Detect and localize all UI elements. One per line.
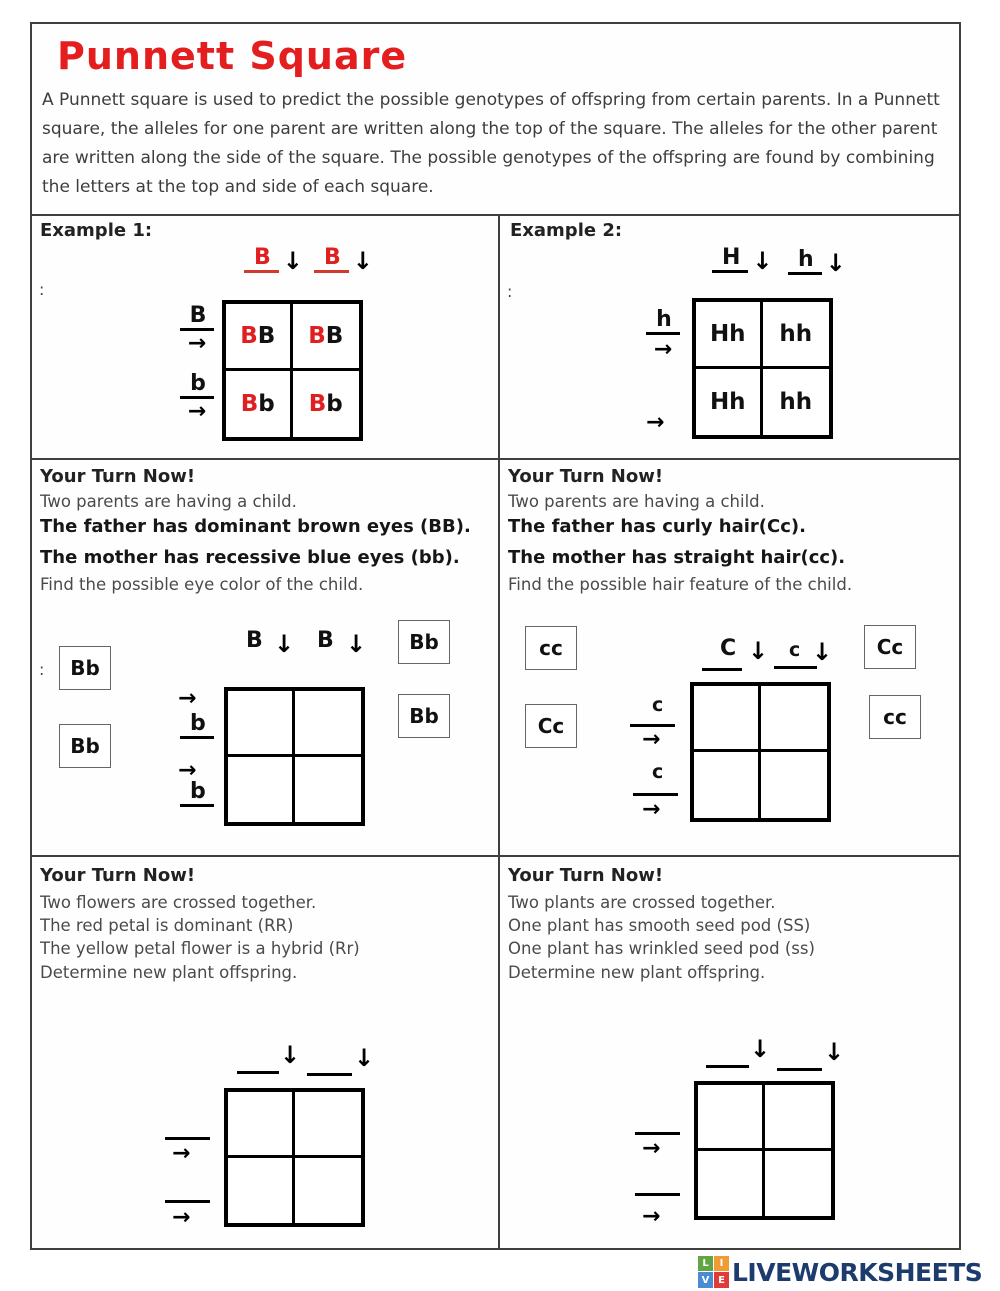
- blank-line[interactable]: [706, 1065, 749, 1068]
- instruction-line: Determine new plant offspring.: [508, 963, 766, 982]
- down-arrow-icon: ↓: [748, 637, 769, 665]
- page-title: Punnett Square: [57, 34, 408, 78]
- drag-answer-box[interactable]: Bb: [59, 724, 111, 768]
- down-arrow-icon: ↓: [824, 1038, 845, 1066]
- down-arrow-icon: ↓: [346, 630, 367, 658]
- punnett-drop-cell[interactable]: [694, 686, 761, 752]
- side-allele-label: c: [652, 694, 664, 716]
- punnett-drop-cell[interactable]: [698, 1151, 765, 1217]
- drag-answer-box[interactable]: Cc: [525, 704, 577, 748]
- liveworksheets-logo[interactable]: [698, 1256, 982, 1288]
- top-allele-group: [314, 245, 373, 276]
- top-allele-label: c: [789, 639, 801, 661]
- punnett-cell: B B: [293, 304, 360, 371]
- instruction-line: The father has curly hair(Cc).: [508, 516, 806, 537]
- drag-answer-box[interactable]: Bb: [398, 620, 450, 664]
- logo-tile: I: [714, 1256, 729, 1271]
- your-turn-hair-cell: [498, 460, 959, 855]
- logo-tile: V: [698, 1272, 713, 1288]
- instruction-line: The mother has straight hair(cc).: [508, 547, 846, 568]
- punnett-drop-cell[interactable]: [228, 757, 295, 823]
- punnett-drop-cell[interactable]: [228, 691, 295, 757]
- instruction-line: Find the possible eye color of the child.: [40, 575, 364, 594]
- your-turn-eyes-cell: [32, 460, 498, 855]
- punnett-drop-cell[interactable]: [228, 1092, 295, 1158]
- instruction-line: One plant has smooth seed pod (SS): [508, 916, 811, 935]
- blank-line[interactable]: [702, 668, 742, 671]
- down-arrow-icon: ↓: [812, 638, 833, 666]
- answer-colon: :: [39, 660, 45, 679]
- blank-line[interactable]: [237, 1071, 279, 1074]
- punnett-drop-cell[interactable]: [765, 1151, 832, 1217]
- down-arrow-icon: ↓: [282, 247, 303, 276]
- punnett-cell: hh: [779, 388, 813, 415]
- punnett-cell: Hh: [696, 369, 763, 436]
- your-turn-row-2: [32, 855, 959, 1248]
- your-turn-row-1: [32, 458, 959, 855]
- allele-letter: h: [788, 248, 822, 275]
- drag-answer-box[interactable]: cc: [525, 626, 577, 670]
- punnett-drop-cell[interactable]: [295, 1092, 362, 1158]
- side-allele-label: b: [180, 780, 214, 807]
- worksheet-table: [30, 22, 961, 1250]
- allele-letter: b: [180, 372, 214, 399]
- punnett-square-blank: [690, 682, 831, 822]
- top-allele-label: B: [246, 628, 263, 653]
- punnett-square-example-1: [222, 300, 363, 441]
- punnett-cell: B B: [226, 304, 293, 371]
- down-arrow-icon: ↓: [750, 1035, 771, 1063]
- right-arrow-icon: →: [653, 337, 673, 363]
- blank-line[interactable]: [635, 1132, 680, 1135]
- punnett-drop-cell[interactable]: [698, 1085, 765, 1151]
- top-allele-group: [788, 247, 846, 278]
- instruction-line: The mother has recessive blue eyes (bb).: [40, 547, 460, 568]
- right-arrow-icon: →: [172, 1141, 191, 1166]
- right-arrow-icon: →: [646, 410, 665, 435]
- allele-letter: B: [244, 246, 279, 273]
- right-arrow-icon: →: [172, 1205, 191, 1230]
- example-1-cell: [32, 216, 498, 458]
- drag-answer-box[interactable]: Cc: [864, 625, 916, 669]
- instruction-line: Find the possible hair feature of the child.: [508, 575, 853, 594]
- punnett-drop-cell[interactable]: [694, 752, 761, 818]
- example-2-label: Example 2:: [510, 220, 623, 241]
- drag-answer-box[interactable]: Bb: [398, 694, 450, 738]
- blank-line[interactable]: [633, 793, 678, 796]
- blank-line[interactable]: [307, 1073, 352, 1076]
- punnett-cell: Hh: [696, 302, 763, 369]
- right-arrow-icon: →: [642, 797, 661, 822]
- blank-line[interactable]: [774, 666, 817, 669]
- side-allele-group: [640, 308, 686, 361]
- your-turn-flowers-cell: [32, 857, 498, 1248]
- right-arrow-icon: →: [187, 399, 207, 425]
- section-title: Your Turn Now!: [508, 865, 664, 886]
- your-turn-seedpods-cell: [498, 857, 959, 1248]
- punnett-drop-cell[interactable]: [295, 1158, 362, 1224]
- top-allele-label: C: [720, 636, 737, 661]
- instruction-line: The red petal is dominant (RR): [40, 916, 294, 935]
- down-arrow-icon: ↓: [280, 1041, 301, 1069]
- allele-letter: B: [314, 246, 349, 273]
- logo-tile: E: [714, 1272, 729, 1288]
- punnett-cell: B b: [308, 390, 343, 417]
- punnett-square-blank: [694, 1081, 835, 1220]
- allele-letter: h: [646, 308, 680, 335]
- side-allele-label: b: [180, 712, 214, 739]
- answer-colon: :: [39, 280, 45, 299]
- right-arrow-icon: →: [178, 758, 197, 783]
- side-allele-label: c: [652, 761, 664, 783]
- liveworksheets-logo-text: LIVEWORKSHEETS: [732, 1257, 983, 1287]
- drag-answer-box[interactable]: Bb: [59, 646, 111, 690]
- instruction-line: Two plants are crossed together.: [508, 893, 776, 912]
- side-allele-group: [174, 372, 220, 423]
- examples-row: [32, 214, 959, 458]
- example-1-label: Example 1:: [40, 220, 153, 241]
- top-allele-group: [244, 245, 303, 276]
- punnett-square-blank: [224, 687, 365, 826]
- punnett-cell: B b: [226, 371, 293, 438]
- liveworksheets-logo-icon: [698, 1256, 729, 1288]
- down-arrow-icon: ↓: [825, 249, 846, 278]
- blank-line[interactable]: [777, 1068, 822, 1071]
- example-2-cell: [498, 216, 959, 458]
- allele-letter: B: [180, 304, 215, 331]
- instruction-line: Two flowers are crossed together.: [40, 893, 317, 912]
- right-arrow-icon: →: [642, 727, 661, 752]
- top-allele-label: B: [317, 628, 334, 653]
- answer-colon: :: [507, 282, 513, 301]
- punnett-drop-cell[interactable]: [761, 686, 828, 752]
- punnett-cell: hh: [763, 302, 830, 369]
- allele-letter: H: [712, 246, 748, 273]
- drag-answer-box[interactable]: cc: [869, 695, 921, 739]
- right-arrow-icon: →: [642, 1136, 661, 1161]
- punnett-square-example-2: [692, 298, 833, 439]
- instruction-line: The yellow petal flower is a hybrid (Rr): [40, 939, 360, 958]
- down-arrow-icon: ↓: [752, 247, 773, 276]
- instruction-line: Determine new plant offspring.: [40, 963, 298, 982]
- punnett-drop-cell[interactable]: [228, 1158, 295, 1224]
- section-title: Your Turn Now!: [40, 466, 196, 487]
- down-arrow-icon: ↓: [354, 1044, 375, 1072]
- right-arrow-icon: →: [642, 1204, 661, 1229]
- right-arrow-icon: →: [178, 686, 197, 711]
- down-arrow-icon: ↓: [274, 630, 295, 658]
- punnett-drop-cell[interactable]: [765, 1085, 832, 1151]
- punnett-drop-cell[interactable]: [295, 691, 362, 757]
- instruction-line: One plant has wrinkled seed pod (ss): [508, 939, 815, 958]
- punnett-drop-cell[interactable]: [295, 757, 362, 823]
- blank-line[interactable]: [165, 1200, 210, 1203]
- punnett-drop-cell[interactable]: [761, 752, 828, 818]
- instruction-line: The father has dominant brown eyes (BB).: [40, 516, 471, 537]
- intro-text: A Punnett square is used to predict the possible genotypes of offspring from certain parents. In a Punnett square, the alleles for one parent are written along the top of the square. The alleles for the other parent are written along the side of the square. The possible genotypes of the offspring are found by combining the letters at the top and side of each square.: [42, 90, 940, 197]
- blank-line[interactable]: [635, 1193, 680, 1196]
- instruction-line: Two parents are having a child.: [508, 492, 765, 511]
- right-arrow-icon: →: [187, 331, 207, 357]
- side-allele-group: [174, 304, 220, 355]
- section-title: Your Turn Now!: [508, 466, 664, 487]
- down-arrow-icon: ↓: [352, 247, 373, 276]
- punnett-square-blank: [224, 1088, 365, 1227]
- section-title: Your Turn Now!: [40, 865, 196, 886]
- intro-section: [32, 24, 959, 214]
- blank-line[interactable]: [165, 1137, 210, 1140]
- top-allele-group: [712, 245, 773, 276]
- logo-tile: L: [698, 1256, 713, 1271]
- instruction-line: Two parents are having a child.: [40, 492, 297, 511]
